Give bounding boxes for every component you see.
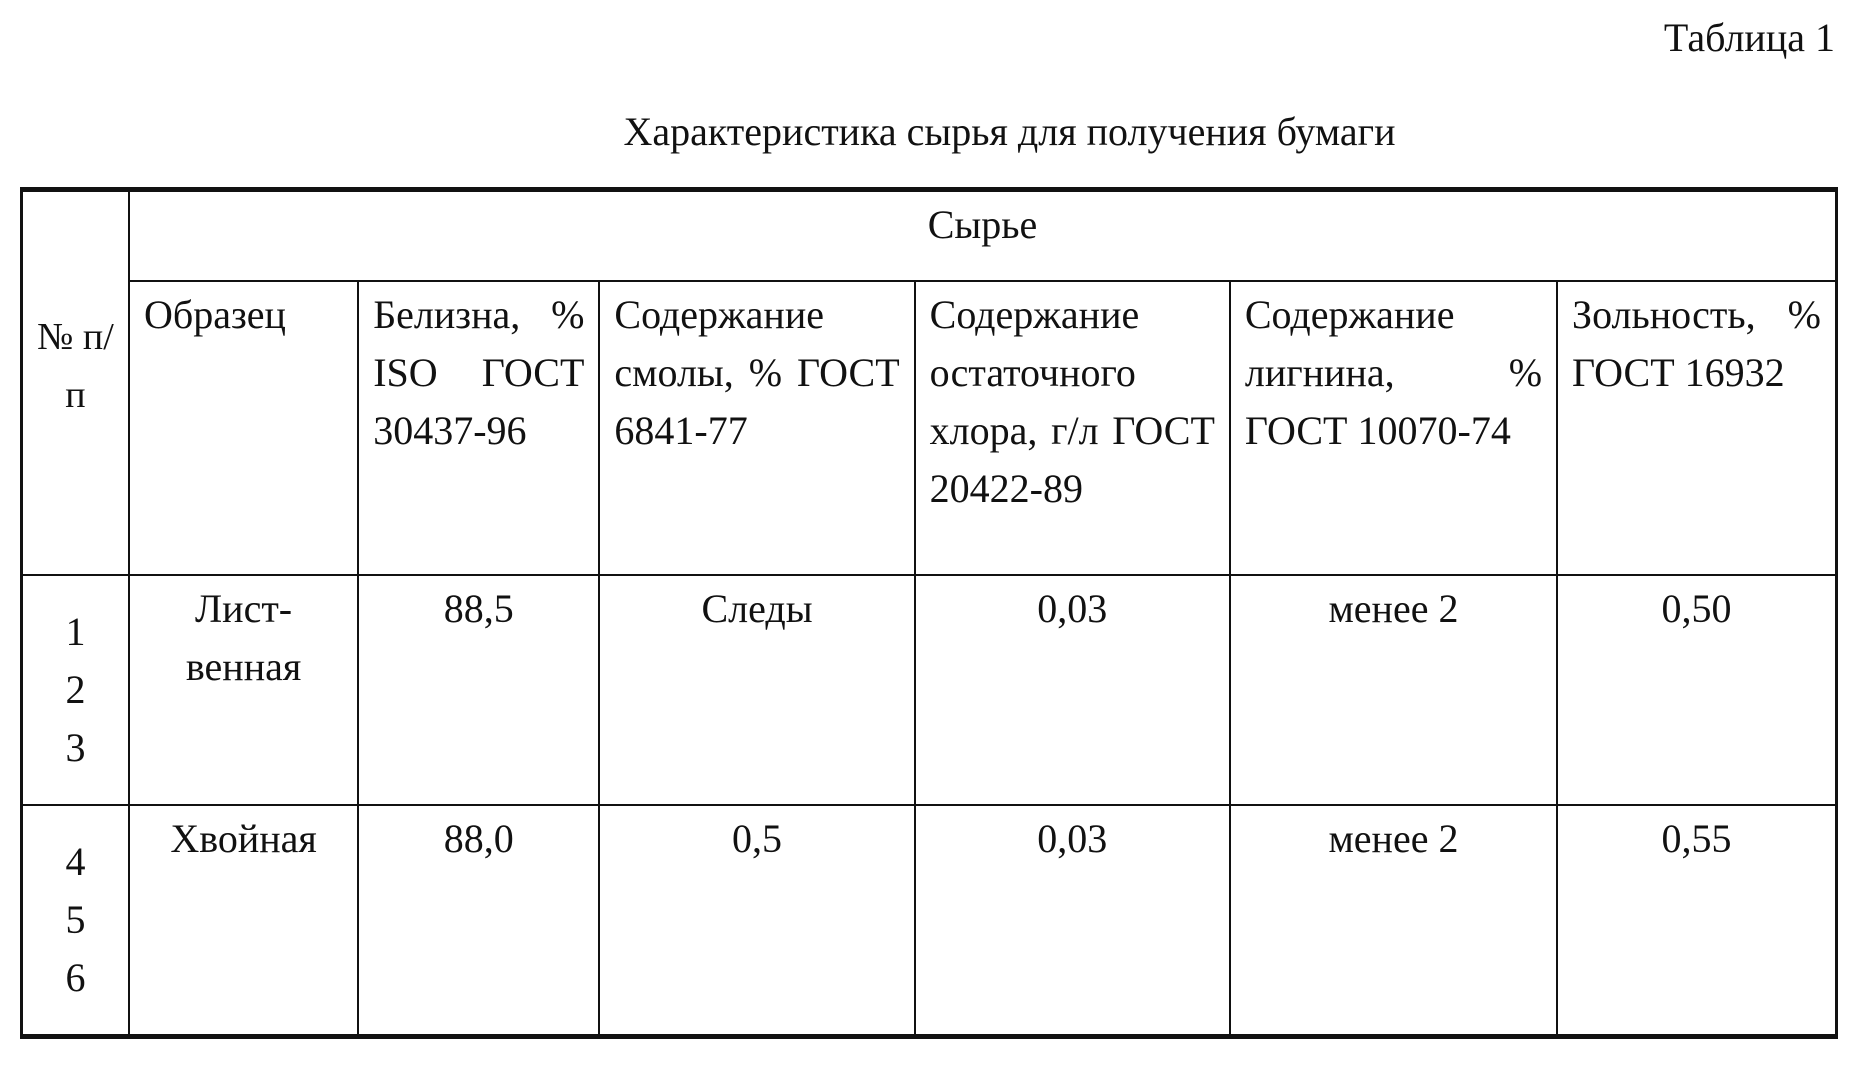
row-number: 1 xyxy=(65,609,86,654)
table-row xyxy=(22,575,1837,805)
column-header-whiteness: Белизна, % ISO ГОСТ 30437-96 xyxy=(358,281,599,575)
cell-sample: Лист-венная xyxy=(129,575,358,805)
table-row xyxy=(22,805,1837,1037)
cell-ash: 0,55 xyxy=(1557,805,1836,1037)
cell-whiteness: 88,5 xyxy=(358,575,599,805)
cell-ash: 0,50 xyxy=(1557,575,1836,805)
column-header-sample: Образец xyxy=(129,281,358,575)
column-header-resin: Содержание смолы, % ГОСТ 6841-77 xyxy=(599,281,914,575)
table-number-label: Таблица 1 xyxy=(1663,15,1835,60)
column-header-number-label: № п/п xyxy=(37,315,114,416)
cell-chlorine: 0,03 xyxy=(915,575,1230,805)
cell-chlorine: 0,03 xyxy=(915,805,1230,1037)
cell-resin: 0,5 xyxy=(599,805,914,1037)
cell-lignin: менее 2 xyxy=(1230,805,1557,1037)
raw-material-table xyxy=(20,187,1838,1039)
cell-resin: Следы xyxy=(599,575,914,805)
column-header-row xyxy=(22,281,1837,575)
column-header-chlorine: Содержание остаточного хлора, г/л ГОСТ 20422-89 xyxy=(915,281,1230,575)
column-header-lignin: Содержание лигнина, % ГОСТ 10070-74 xyxy=(1230,281,1557,575)
row-number: 6 xyxy=(65,955,86,1000)
table-title: Характеристика сырья для получения бумаги xyxy=(623,109,1396,154)
row-number: 5 xyxy=(65,897,86,942)
cell-sample: Хвойная xyxy=(129,805,358,1037)
row-number: 2 xyxy=(65,667,86,712)
row-number: 3 xyxy=(65,725,86,770)
group-header-row xyxy=(22,190,1837,282)
group-header-raw-material: Сырье xyxy=(129,190,1837,282)
column-header-number xyxy=(22,281,129,575)
row-number: 4 xyxy=(65,839,86,884)
empty-corner-cell xyxy=(22,190,129,282)
row-numbers-cell xyxy=(22,805,129,1037)
row-numbers-cell xyxy=(22,575,129,805)
cell-whiteness: 88,0 xyxy=(358,805,599,1037)
cell-lignin: менее 2 xyxy=(1230,575,1557,805)
column-header-ash: Зольность, % ГОСТ 16932 xyxy=(1557,281,1836,575)
